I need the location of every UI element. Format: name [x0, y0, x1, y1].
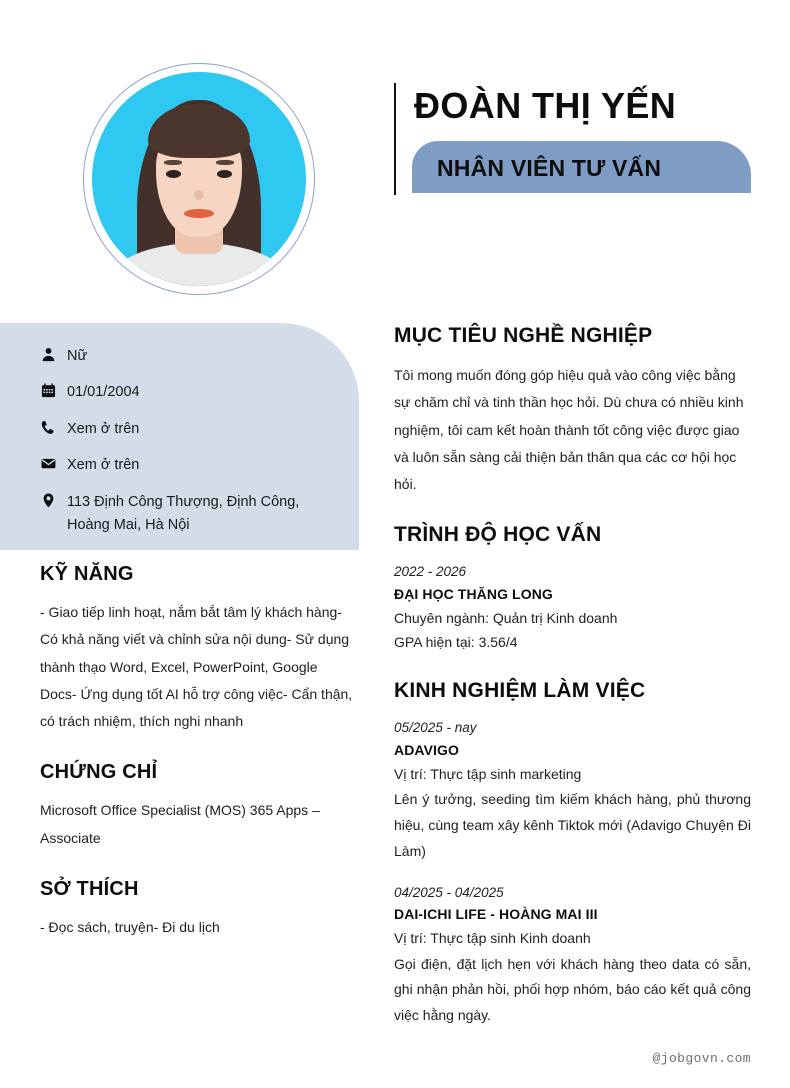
- name-divider-rule: [394, 83, 396, 195]
- location-icon: [41, 491, 67, 508]
- portrait-eye-left: [166, 170, 181, 178]
- portrait-brow-right: [216, 160, 234, 165]
- education-major: Chuyên ngành: Quản trị Kinh doanh: [394, 610, 618, 627]
- objective-heading: MỤC TIÊU NGHỀ NGHIỆP: [394, 324, 653, 347]
- section-hobbies: [40, 878, 356, 941]
- education-heading: TRÌNH ĐỘ HỌC VẤN: [394, 523, 602, 547]
- profile-photo: [83, 63, 315, 295]
- education-school: ĐẠI HỌC THĂNG LONG: [394, 586, 553, 603]
- contact-value-birthdate: 01/01/2004: [67, 384, 140, 401]
- hobbies-body: - Đọc sách, truyện- Đi du lịch: [40, 919, 220, 936]
- certificates-heading: CHỨNG CHỈ: [40, 761, 158, 784]
- contact-item-gender: [41, 345, 341, 368]
- education-entry: [394, 561, 751, 654]
- experience-company: DAI-ICHI LIFE - HOÀNG MAI III: [394, 906, 598, 923]
- phone-icon: [41, 418, 67, 435]
- experience-position: Vị trí: Thực tập sinh marketing: [394, 766, 582, 783]
- section-certificates: [40, 761, 356, 852]
- certificates-body: Microsoft Office Specialist (MOS) 365 Apps – Associate: [40, 802, 320, 846]
- skills-heading: KỸ NĂNG: [40, 563, 134, 585]
- contact-value-gender: Nữ: [67, 348, 88, 364]
- contact-item-phone: [41, 418, 341, 441]
- contact-value-address: 113 Định Công Thượng, Định Công, Hoàng Mai, Hà Nội: [67, 493, 300, 534]
- calendar-icon: [41, 381, 67, 398]
- section-skills: [40, 563, 356, 735]
- hobbies-heading: SỞ THÍCH: [40, 878, 139, 901]
- left-column: [40, 563, 356, 941]
- email-icon: [41, 454, 67, 471]
- experience-company: ADAVIGO: [394, 741, 459, 758]
- contact-value-email: Xem ở trên: [67, 457, 140, 474]
- portrait-fringe: [148, 104, 251, 158]
- skills-body: - Giao tiếp linh hoạt, nắm bắt tâm lý khách hàng- Có khả năng viết và chỉnh sửa nội dung- Sử dụng thành thạo Word, Excel, PowerPoint, Google Docs- Ứng dụng tốt AI hỗ trợ công việc- Cẩn thận, có trách nhiệm, thích nghi nhanh: [40, 604, 353, 730]
- experience-entry: [394, 717, 751, 864]
- objective-body: Tôi mong muốn đóng góp hiệu quả vào công việc bằng sự chăm chỉ và tinh thần học hỏi. Dù chưa có nhiều kinh nghiệm, tôi cam kết hoàn thành tốt công việc được giao và luôn sẵn sàng cải thiện bản thân qua các cơ hội học hỏi.: [394, 367, 744, 493]
- section-education: [394, 523, 751, 654]
- candidate-role: NHÂN VIÊN TƯ VẤN: [437, 155, 662, 181]
- contact-item-address: [41, 491, 341, 538]
- right-column: [394, 324, 751, 1029]
- experience-description: Gọi điện, đặt lịch hẹn với khách hàng theo data có sẵn, ghi nhận phản hồi, phối hợp nhóm, báo cáo kết quả công việc hằng ngày.: [394, 955, 751, 1024]
- experience-description: Lên ý tưởng, seeding tìm kiếm khách hàng, phủ thương hiệu, cùng team xây kênh Tiktok mới (Adavigo Chuyện Đi Làm): [394, 791, 751, 859]
- contact-item-email: [41, 454, 341, 477]
- site-watermark: @jobgovn.com: [652, 1051, 751, 1066]
- experience-date: 05/2025 - nay: [394, 720, 477, 736]
- experience-position: Vị trí: Thực tập sinh Kinh doanh: [394, 930, 591, 947]
- contact-value-phone: Xem ở trên: [67, 420, 140, 437]
- person-icon: [41, 345, 67, 362]
- photo-portrait: [92, 72, 306, 286]
- experience-date: 04/2025 - 04/2025: [394, 884, 504, 900]
- portrait-brow-left: [164, 160, 182, 165]
- experience-heading: KINH NGHIỆM LÀM VIỆC: [394, 679, 646, 703]
- section-objective: [394, 324, 751, 498]
- experience-entry: [394, 882, 751, 1029]
- section-experience: [394, 679, 751, 1029]
- contact-list: [41, 345, 341, 551]
- education-gpa: GPA hiện tại: 3.56/4: [394, 634, 518, 651]
- contact-item-birthdate: [41, 381, 341, 404]
- candidate-name: ĐOÀN THỊ YẾN: [414, 85, 677, 126]
- education-date: 2022 - 2026: [394, 564, 467, 580]
